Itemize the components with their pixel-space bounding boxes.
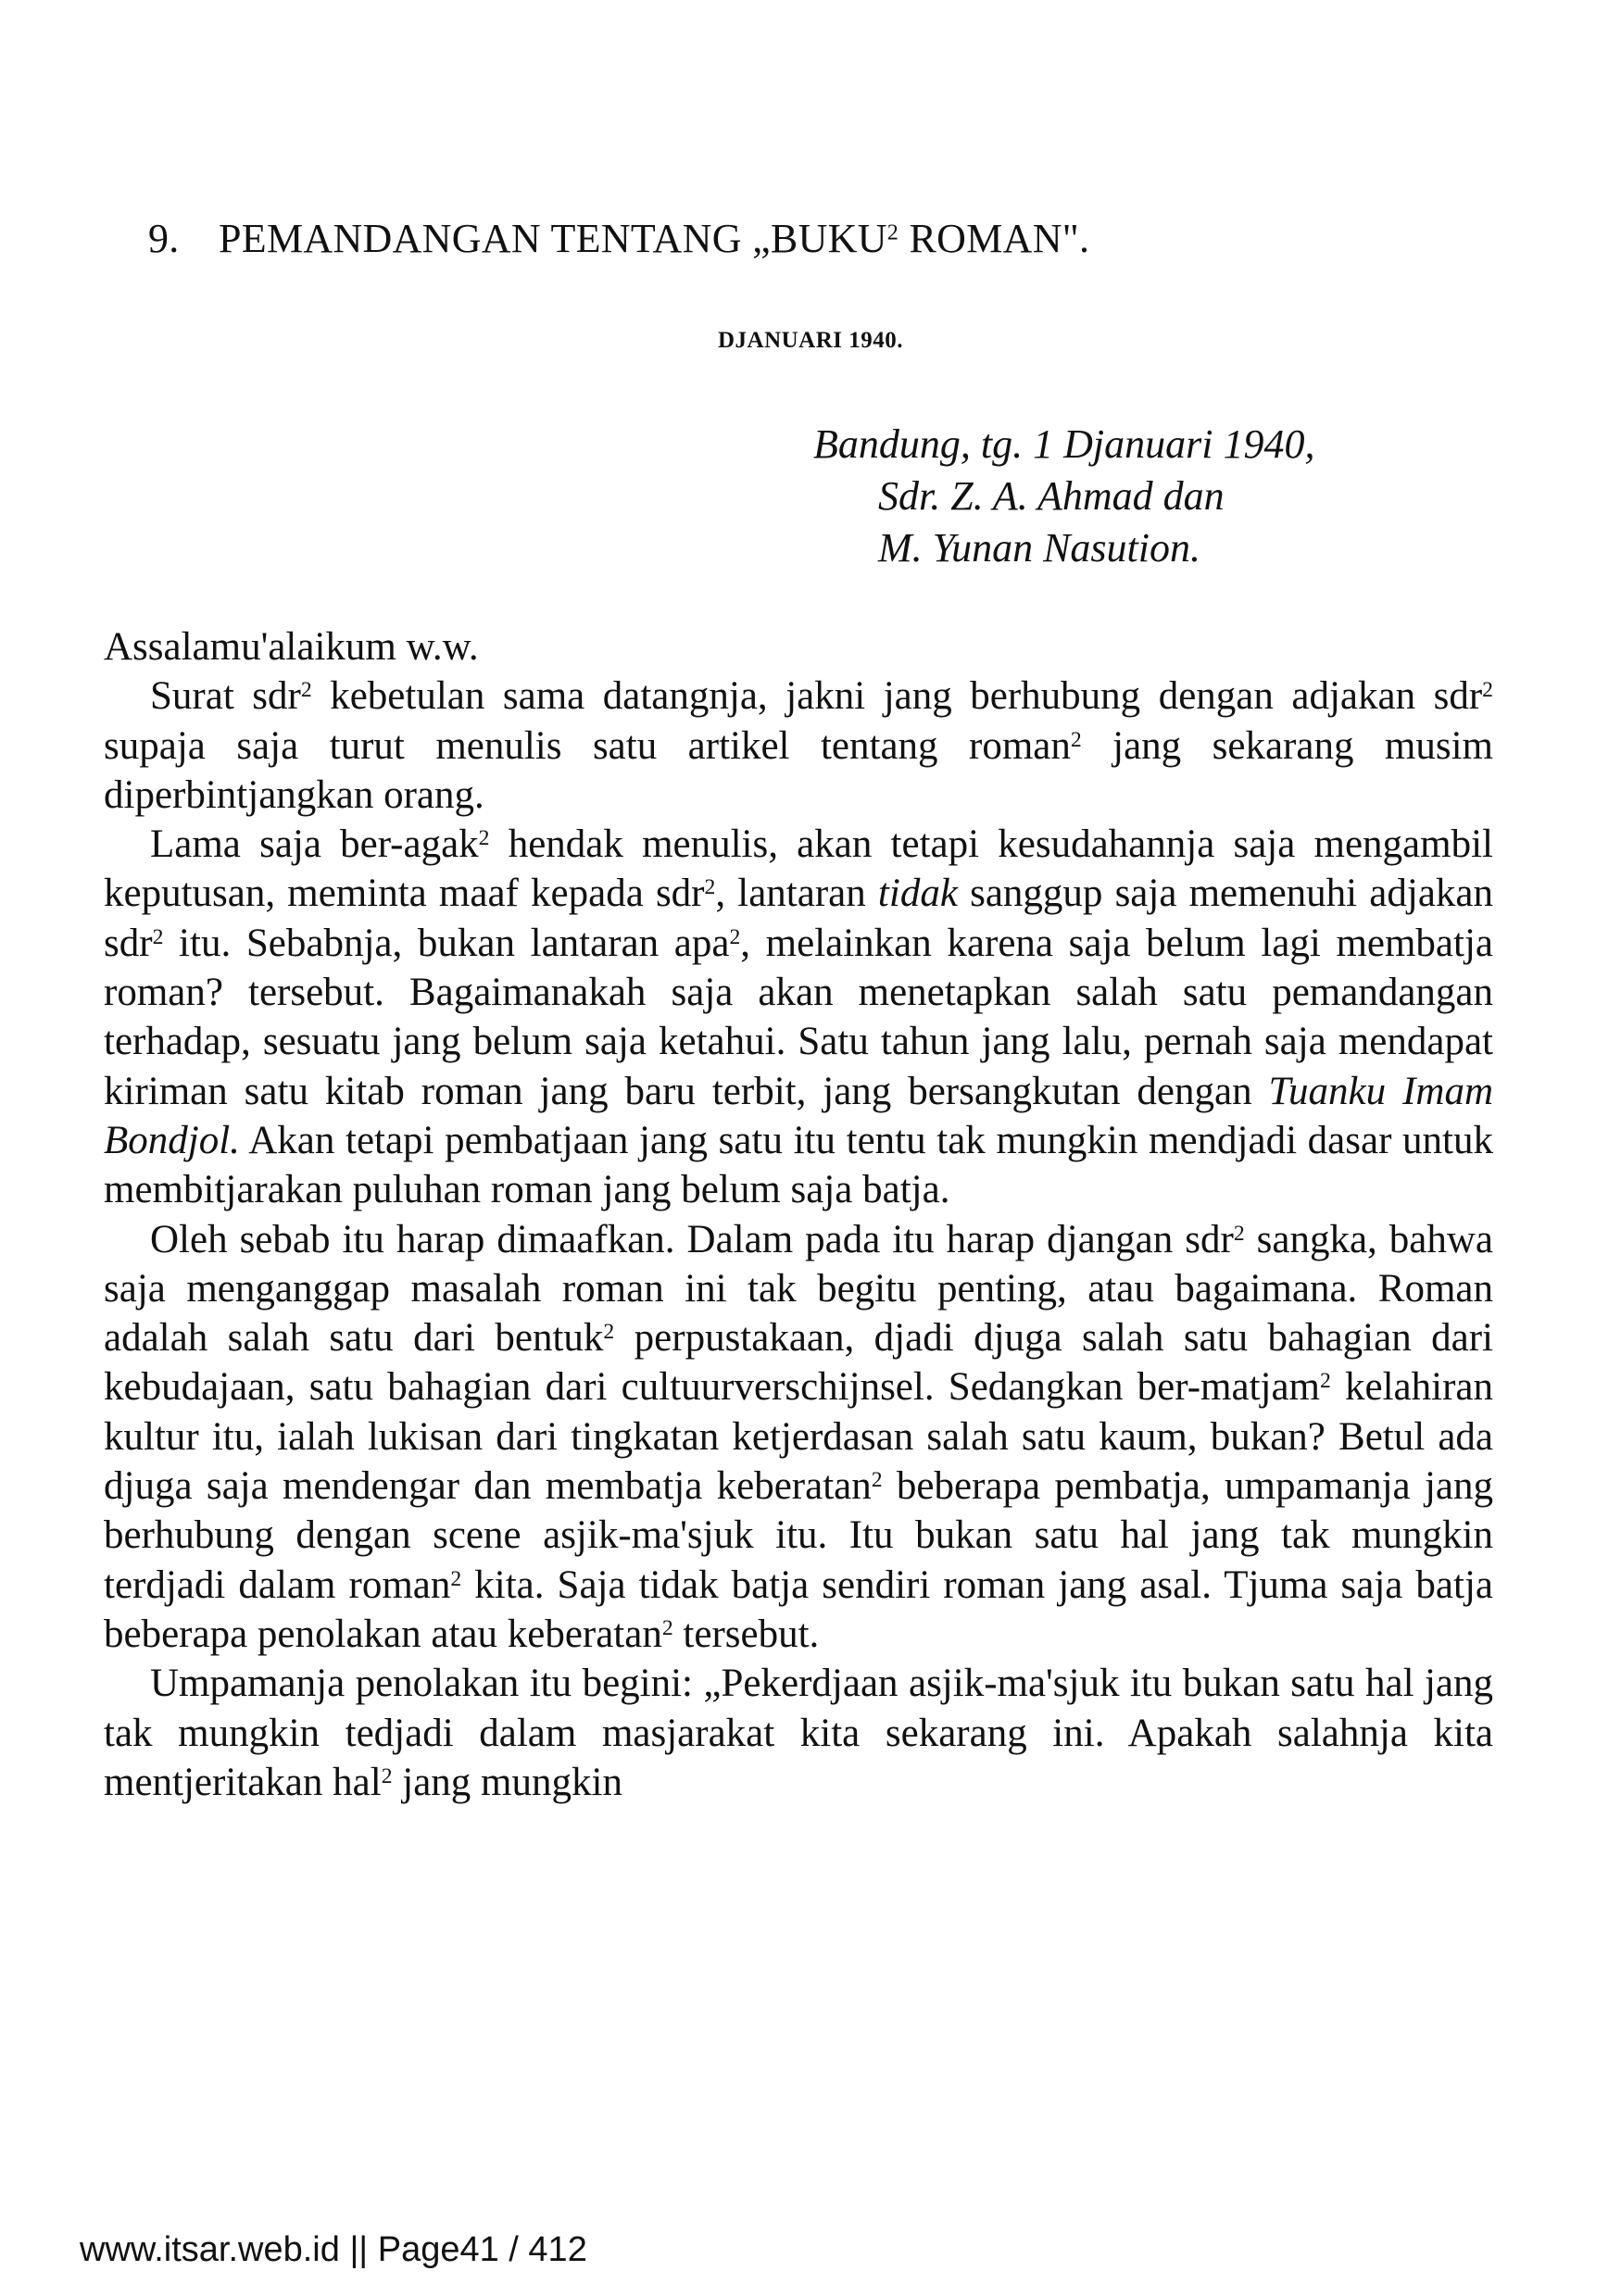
- text-run: Lama saja ber-agak: [150, 822, 479, 867]
- text-run: Oleh sebab itu harap dimaafkan. Dalam pada itu harap djangan sdr: [150, 1217, 1234, 1261]
- text-run: kebetulan sama datangnja, jakni jang berhubung dengan adjakan sdr: [311, 674, 1483, 719]
- text-run: sanggup saja memenuhi adjakan sdr: [104, 872, 1493, 965]
- text-run: jang mungkin: [392, 1760, 622, 1804]
- superscript: 2: [1070, 727, 1082, 752]
- text-run: hendak menulis, akan tetapi kesudahannja saja mengambil keputusan, meminta maaf kepada sdr: [104, 822, 1493, 916]
- text-run: supaja saja turut menulis satu artikel tentang roman: [104, 723, 1071, 768]
- letter-place-date: Bandung, tg. 1 Djanuari 1940,: [813, 421, 1315, 467]
- letter-recipient-2: M. Yunan Nasution.: [878, 525, 1201, 571]
- text-run: , lantaran: [715, 872, 878, 916]
- superscript: 2: [886, 220, 899, 245]
- paragraph-2: [104, 820, 1493, 1214]
- paragraph-3: [104, 1215, 1493, 1660]
- text-run: jang sekarang musim diperbintjangkan orang.: [104, 723, 1494, 817]
- superscript: 2: [1233, 1221, 1245, 1246]
- italic-text: Tuanku Imam Bondjol.: [104, 1069, 1493, 1162]
- text-run: Umpamanja penolakan itu begini: „Pekerdjaan asjik-ma'sjuk itu bukan satu hal jang tak mungkin tedjadi dalam masjarakat kita sekarang ini. Apakah salahnja kita mentjeritakan hal: [104, 1662, 1493, 1804]
- superscript: 2: [704, 875, 716, 900]
- text-run: sangka, bahwa saja menganggap masalah roman ini tak begitu penting, atau bagaimana. Roman adalah salah satu dari bentuk: [104, 1217, 1493, 1361]
- text-run: beberapa pembatja, umpamanja jang berhubung dengan scene asjik-ma'sjuk itu. Itu bukan satu hal jang tak mungkin terdjadi dalam roman: [104, 1464, 1493, 1607]
- superscript: 2: [381, 1763, 393, 1788]
- page-footer: www.itsar.web.id || Page41 / 412: [80, 2230, 587, 2269]
- text-run: tersebut.: [672, 1612, 820, 1656]
- superscript: 2: [1482, 678, 1493, 703]
- date-heading: DJANUARI 1940.: [717, 328, 904, 353]
- text-run: itu. Sebabnja, bukan lantaran apa: [163, 921, 730, 965]
- superscript: 2: [603, 1320, 615, 1345]
- superscript: 2: [871, 1468, 883, 1493]
- superscript: 2: [300, 678, 312, 703]
- greeting: Assalamu'alaikum w.w.: [104, 625, 479, 669]
- superscript: 2: [450, 1566, 462, 1591]
- text-run: perpustakaan, djadi djuga salah satu bahagian dari kebudajaan, satu bahagian dari cultuurverschijnsel. Sedangkan ber-matjam: [104, 1316, 1493, 1410]
- text-run: Akan tetapi pembatjaan jang satu itu tentu tak mungkin mendjadi dasar untuk membitjarakan puluhan roman jang belum saja batja.: [104, 1118, 1493, 1212]
- chapter-number: 9.: [148, 216, 180, 261]
- paragraph-4: [104, 1659, 1493, 1807]
- superscript: 2: [729, 924, 741, 949]
- paragraph-1: [104, 671, 1493, 820]
- chapter-title-text-end: ROMAN".: [898, 216, 1090, 261]
- superscript: 2: [152, 924, 164, 949]
- letter-recipient-1: Sdr. Z. A. Ahmad dan: [878, 473, 1225, 519]
- chapter-title: [148, 215, 1089, 262]
- chapter-title-text: PEMANDANGAN TENTANG „BUKU: [219, 216, 887, 261]
- superscript: 2: [1319, 1369, 1331, 1394]
- text-run: kelahiran kultur itu, ialah lukisan dari tingkatan ketjerdasan salah satu kaum, bukan? Betul ada djuga saja mendengar dan membatja keberatan: [104, 1365, 1493, 1509]
- italic-text: tidak: [877, 872, 958, 916]
- letter-body: [104, 622, 1493, 1807]
- text-run: kita. Saja tidak batja sendiri roman jang asal. Tjuma saja batja beberapa penolakan atau keberatan: [104, 1562, 1493, 1656]
- text-run: Surat sdr: [150, 674, 301, 719]
- superscript: 2: [661, 1615, 673, 1640]
- text-run: , melainkan karena saja belum lagi membatja roman? tersebut. Bagaimanakah saja akan menetapkan salah satu pemandangan terhadap, sesuatu jang belum saja ketahui. Satu tahun jang lalu, pernah saja mendapat kiriman satu kitab roman jang baru terbit, jang bersangkutan dengan: [104, 921, 1493, 1113]
- letter-head: [813, 419, 1314, 574]
- superscript: 2: [478, 826, 490, 851]
